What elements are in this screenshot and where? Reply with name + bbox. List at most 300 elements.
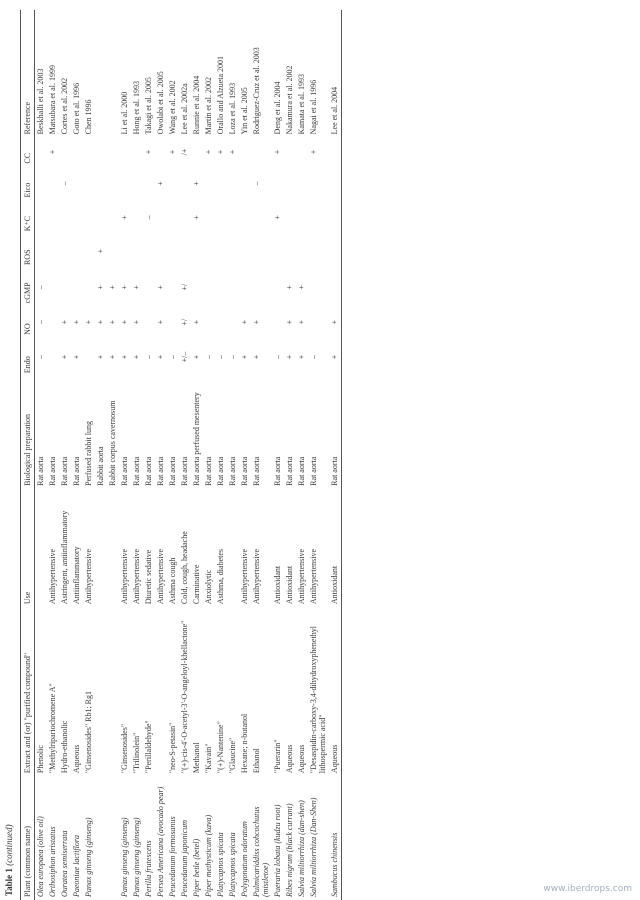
cell-ref: Nakamura et al. 2002: [285, 65, 294, 135]
cell-bio: Rat aorta: [329, 376, 342, 489]
cell-bio: Rat aorta: [132, 456, 141, 486]
cell-extract: "Ginsenosides" Rb1; Rg1: [84, 690, 93, 774]
cell-use: [95, 489, 107, 607]
cell-no: +: [72, 319, 81, 325]
cell-bio: Rabbit aorta: [96, 446, 105, 486]
plant-name: Pulmicariddiss cohcochutus (mistletoe): [252, 806, 270, 897]
cell-endo: +: [96, 354, 105, 360]
table-row: [47, 10, 59, 900]
cell-eico: [71, 167, 83, 201]
header-endo: Endo: [21, 338, 35, 376]
cell-extract: "Methylripariochromene A": [48, 683, 57, 774]
table-body: [35, 10, 342, 900]
cell-endo: +: [108, 354, 117, 360]
cell-cc: [95, 137, 107, 166]
cell-ros: [143, 234, 155, 268]
cell-kc: [107, 200, 119, 234]
cell-extract: [155, 607, 167, 776]
cell-use: Antihypertensive: [252, 548, 261, 605]
cell-bio: Rat aorta: [48, 456, 57, 486]
cell-bio: Rat aorta: [240, 456, 249, 486]
table-row: [71, 10, 83, 900]
plant-name: Platycapnos spicata: [216, 832, 225, 897]
cell-cc: [155, 137, 167, 166]
cell-endo: +: [60, 354, 69, 360]
table-row: [107, 10, 119, 900]
cell-use: Antihypertensive: [48, 548, 57, 605]
cell-plant: [167, 776, 179, 900]
cell-no: +: [252, 319, 261, 325]
cell-cgmp: +: [120, 284, 129, 290]
cell-plant: [215, 776, 227, 900]
cell-cc: [296, 137, 308, 166]
cell-plant: [107, 776, 119, 900]
cell-eico: [83, 167, 95, 201]
cell-ros: [191, 234, 203, 268]
table-row: [239, 10, 251, 900]
cell-endo: +: [192, 354, 201, 360]
cell-bio: Rat aorta: [180, 456, 189, 486]
cell-endo: +: [72, 354, 81, 360]
cell-cc: +: [168, 149, 177, 155]
cell-ros: [329, 234, 342, 268]
cell-cc: [329, 137, 342, 166]
table-row: [215, 10, 227, 900]
cell-kc: [296, 200, 308, 234]
cell-eico: [239, 167, 251, 201]
cell-no: [215, 306, 227, 338]
cell-ros: [83, 234, 95, 268]
cell-eico: –: [252, 181, 261, 186]
cell-eico: [227, 167, 239, 201]
cell-extract: "Puerarin": [273, 739, 282, 774]
cell-kc: [59, 200, 71, 234]
cell-use: Asthma, diabetes: [216, 548, 225, 605]
cell-bio: Rat aorta: [297, 456, 306, 486]
cell-use: Antiinflammatory: [72, 546, 81, 605]
cell-kc: [35, 200, 48, 234]
cell-no: [167, 306, 179, 338]
header-plant: Plant (common name): [21, 776, 35, 900]
cell-kc: [179, 200, 191, 234]
cell-eico: [131, 167, 143, 201]
cell-no: [143, 306, 155, 338]
cell-ref: Kamata et al. 1993: [297, 73, 306, 135]
cell-cc: [83, 137, 95, 166]
cell-cc: +: [48, 149, 57, 155]
cell-eico: [107, 167, 119, 201]
plant-name: Piper betle (betel): [192, 838, 201, 897]
cell-eico: [119, 167, 131, 201]
cell-ref: Rodriguez-Cruz et al. 2003: [252, 47, 261, 135]
cell-cc: [191, 137, 203, 166]
cell-kc: [203, 200, 215, 234]
cell-ros: [71, 234, 83, 268]
cell-ref: Takagi et al. 2005: [144, 77, 153, 135]
cell-cgmp: [143, 268, 155, 306]
cell-no: +/: [180, 318, 189, 326]
table-row: [83, 10, 95, 900]
plant-name: Perilla frutescens: [144, 840, 153, 897]
cell-use: Antioxidant: [273, 565, 282, 605]
cell-no: +: [60, 319, 69, 325]
plant-name: Peucedanum formosanus: [168, 816, 177, 897]
cell-endo: +: [297, 354, 306, 360]
cell-use: Antioxidant: [285, 565, 294, 605]
cell-extract: "Desaspidin-carboxy-3,4-dihydroxyphenethyl lithospermic acid": [309, 626, 327, 774]
cell-ros: [155, 234, 167, 268]
cell-bio: Rat aorta: [273, 456, 282, 486]
cell-extract: Hexane; n-butanol: [240, 713, 249, 774]
cell-cgmp: [167, 268, 179, 306]
cell-cc: +: [309, 149, 318, 155]
table-caption: [4, 824, 14, 896]
header-ros: ROS: [21, 234, 35, 268]
cell-eico: [296, 167, 308, 201]
cell-bio: Rat aorta: [252, 456, 261, 486]
cell-ros: [308, 234, 329, 268]
cell-plant: [308, 776, 329, 900]
cell-endo: +: [156, 354, 165, 360]
table-caption-note: (continued): [4, 824, 14, 866]
cell-eico: [143, 167, 155, 201]
table-row: [35, 10, 48, 900]
cell-plant: [272, 776, 284, 900]
cell-ref: Wang et al. 2002: [168, 80, 177, 135]
cell-bio: Rat aorta: [120, 456, 129, 486]
cell-bio: Perfused rabbit lung: [84, 420, 93, 486]
cell-cgmp: [329, 268, 342, 306]
cell-extract: "Ginsenosides": [120, 723, 129, 774]
cell-plant: [71, 776, 83, 900]
cell-bio: Rat aorta: [216, 456, 225, 486]
cell-eico: [167, 167, 179, 201]
cell-cc: +: [216, 149, 225, 155]
cell-endo: +: [285, 354, 294, 360]
table-row: [284, 10, 296, 900]
header-eico: Eico: [21, 167, 35, 201]
cell-bio: Rat aorta: [72, 456, 81, 486]
cell-kc: +: [120, 215, 129, 220]
cell-ref: Chen 1996: [84, 99, 93, 135]
cell-extract: Hydro-ethanolic: [60, 720, 69, 774]
cell-no: +: [285, 319, 294, 325]
cell-ref: Matsubara et al. 1999: [48, 65, 57, 135]
table-caption-label: Table 1: [4, 868, 14, 896]
cell-kc: +: [192, 215, 201, 220]
cell-cc: +: [204, 149, 213, 155]
cell-cgmp: +: [285, 284, 294, 290]
cell-use: Antihypertensive: [309, 548, 318, 605]
cell-cgmp: [272, 268, 284, 306]
cell-use: Antihypertensive: [297, 548, 306, 605]
cell-ref: Beskhalli et al. 2003: [36, 68, 45, 135]
cell-use: Antihypertensive: [132, 548, 141, 605]
cell-plant: [83, 776, 95, 900]
table-row: [272, 10, 284, 900]
cell-extract: [95, 607, 107, 776]
cell-cgmp: +: [297, 284, 306, 290]
cell-ros: [119, 234, 131, 268]
cell-bio: Rat aorta: [285, 456, 294, 486]
cell-ref: Orallo and Alzueta 2001: [216, 55, 225, 135]
plant-name: Ribes nigrum (black currant): [285, 803, 294, 897]
cell-extract: Aqueous: [297, 744, 306, 774]
table-row: [155, 10, 167, 900]
cell-plant: [155, 776, 167, 900]
cell-ros: [203, 234, 215, 268]
cell-cc: [251, 137, 272, 166]
cell-endo: –: [36, 355, 45, 360]
cell-endo: –: [204, 355, 213, 360]
cell-bio: Rat aorta: [144, 456, 153, 486]
cell-extract: Phenolic: [36, 745, 45, 774]
cell-kc: –: [144, 215, 153, 220]
table-row: [143, 10, 155, 900]
cell-cc: [71, 137, 83, 166]
header-cc: CC: [21, 137, 35, 166]
cell-eico: [215, 167, 227, 201]
cell-kc: [215, 200, 227, 234]
cell-extract: Aqueous: [72, 744, 81, 774]
cell-ref: Nagai et al. 1996: [309, 79, 318, 135]
table-row: [59, 10, 71, 900]
cell-cgmp: +: [132, 284, 141, 290]
cell-use: Antioxidant: [329, 489, 342, 607]
cell-kc: [308, 200, 329, 234]
cell-bio: Rat aorta: [168, 456, 177, 486]
cell-plant: [239, 776, 251, 900]
cell-no: +: [84, 319, 93, 325]
cell-ref: Deng et al. 2004: [273, 81, 282, 135]
cell-eico: [47, 167, 59, 201]
cell-cc: [284, 137, 296, 166]
cell-extract: "Glaucine": [228, 737, 237, 774]
header-no: NO: [21, 306, 35, 338]
cell-no: +: [108, 319, 117, 325]
cell-kc: [47, 200, 59, 234]
cell-eico: [95, 167, 107, 201]
cell-extract: Aqueous: [285, 744, 294, 774]
cell-no: +: [297, 319, 306, 325]
cell-cc: [119, 137, 131, 166]
cell-use: Anxiolytic: [204, 569, 213, 605]
cell-ref: Cortes et al. 2002: [60, 77, 69, 135]
header-cgmp: cGMP: [21, 268, 35, 306]
cell-ros: +: [96, 248, 105, 254]
cell-no: +: [192, 319, 201, 325]
cell-ros: [251, 234, 272, 268]
cell-use: [227, 489, 239, 607]
cell-cgmp: [59, 268, 71, 306]
cell-plant: [119, 776, 131, 900]
cell-cgmp: [239, 268, 251, 306]
cell-ros: [107, 234, 119, 268]
cell-endo: –: [216, 355, 225, 360]
cell-no: +: [329, 306, 342, 338]
table-row: [119, 10, 131, 900]
plant-name: Polygonatum odoratum: [240, 821, 249, 897]
cell-kc: [95, 200, 107, 234]
cell-eico: +: [156, 181, 165, 186]
cell-bio: Rat aorta: [60, 456, 69, 486]
cell-cgmp: +: [96, 284, 105, 290]
plant-name: Panax ginseng (ginseng): [84, 817, 93, 897]
cell-eico: +: [192, 181, 201, 186]
cell-kc: [167, 200, 179, 234]
cell-cgmp: [47, 268, 59, 306]
cell-kc: [329, 200, 342, 234]
header-use: Use: [21, 489, 35, 607]
table-row: [191, 10, 203, 900]
cell-cgmp: [191, 268, 203, 306]
cell-ros: [47, 234, 59, 268]
cell-no: [308, 306, 329, 338]
cell-ref: Yin et al. 2005: [240, 87, 249, 135]
cell-endo: –: [144, 355, 153, 360]
cell-cgmp: [308, 268, 329, 306]
cell-plant: [47, 776, 59, 900]
header-ref: Reference: [21, 10, 35, 137]
cell-use: Antihypertensive: [240, 548, 249, 605]
table-row: [329, 10, 342, 900]
cell-extract: "neo-S-petasin": [168, 722, 177, 774]
cell-endo: –: [273, 355, 282, 360]
cell-ref: Martin et al. 2002: [204, 77, 213, 135]
cell-extract: "Trilinolein": [132, 732, 141, 774]
cell-plant: [227, 776, 239, 900]
cell-bio: Rat aorta: [156, 456, 165, 486]
cell-cc: [59, 137, 71, 166]
plant-name: Salvia miltiorrhiza (dan-shen): [297, 800, 306, 897]
cell-eico: [272, 167, 284, 201]
watermark-text: www.iberdrops.com: [543, 884, 632, 894]
cell-ros: [59, 234, 71, 268]
cell-extract: "(+)-Nantenine": [216, 721, 225, 774]
cell-plant: [251, 776, 272, 900]
cell-eico: [284, 167, 296, 201]
cell-endo: [47, 338, 59, 376]
cell-endo: –: [168, 355, 177, 360]
table-row: [167, 10, 179, 900]
cell-bio: Rat aorta: [309, 456, 318, 486]
cell-cgmp: [227, 268, 239, 306]
cell-endo: +/–: [180, 351, 189, 363]
cell-endo: +: [120, 354, 129, 360]
cell-extract: Ethanol: [252, 748, 261, 774]
header-extract: Extract and (or) "purified compound": [21, 607, 35, 776]
cell-no: +: [240, 319, 249, 325]
cell-no: –: [36, 320, 45, 325]
cell-kc: [284, 200, 296, 234]
cell-cc: +: [144, 149, 153, 155]
plant-name: Piper methysticum (kava): [204, 814, 213, 897]
cell-use: [107, 489, 119, 607]
cell-cgmp: [83, 268, 95, 306]
cell-cgmp: –: [36, 285, 45, 290]
cell-bio: Rat aorta: [204, 456, 213, 486]
cell-endo: +: [132, 354, 141, 360]
cell-extract: "Perillaldehyde": [144, 720, 153, 774]
plant-name: Paeoniae lactiflora: [72, 835, 81, 897]
cell-plant: [203, 776, 215, 900]
cell-use: Asthma cough: [168, 557, 177, 605]
cell-ros: [227, 234, 239, 268]
cell-ref: [107, 10, 119, 137]
cell-ref: Lee et al. 2004: [329, 10, 342, 137]
cell-ros: [179, 234, 191, 268]
cell-endo: –: [309, 355, 318, 360]
cell-use: Cold, cough, headache: [180, 531, 189, 605]
cell-plant: [329, 776, 342, 900]
cell-cc: [131, 137, 143, 166]
table-row: [95, 10, 107, 900]
cell-cgmp: +: [156, 284, 165, 290]
cell-no: [272, 306, 284, 338]
cell-cc: +: [228, 149, 237, 155]
cell-no: +: [96, 319, 105, 325]
cell-cgmp: [251, 268, 272, 306]
cell-plant: [179, 776, 191, 900]
cell-ros: [215, 234, 227, 268]
cell-plant: [131, 776, 143, 900]
table-row: [179, 10, 191, 900]
cell-use: Antihypertensive: [120, 548, 129, 605]
header-bio: Biological preparation: [21, 376, 35, 489]
cell-use: [35, 489, 48, 607]
table-header-row: [21, 10, 35, 900]
cell-eico: –: [60, 181, 69, 186]
cell-no: +: [132, 319, 141, 325]
cell-ref: Hong et al. 1993: [132, 81, 141, 135]
cell-ref: Li et al. 2000: [120, 91, 129, 135]
plant-name: Sambucus chinensis: [330, 832, 339, 897]
cell-use: Antihypertensive: [84, 548, 93, 605]
cell-eico: [203, 167, 215, 201]
cell-eico: [179, 167, 191, 201]
table-row: [308, 10, 329, 900]
cell-no: +: [156, 319, 165, 325]
cell-ref: Goto et al. 1996: [72, 82, 81, 135]
cell-use: Antihypertensive: [156, 548, 165, 605]
cell-extract: [107, 607, 119, 776]
cell-use: Carminative: [192, 564, 201, 605]
cell-no: [47, 306, 59, 338]
cell-kc: [71, 200, 83, 234]
cell-kc: [83, 200, 95, 234]
cell-plant: [35, 776, 48, 900]
cell-extract: "(+)-cis-4'-O-acetyl-3'-O-angeloyl-khellactone": [180, 620, 189, 774]
header-kc: K⁺C: [21, 200, 35, 234]
cell-kc: [131, 200, 143, 234]
cell-ref: Runnie et al. 2004: [192, 75, 201, 135]
table-row: [251, 10, 272, 900]
table-row: [296, 10, 308, 900]
plant-name: Orthosiphon aristatus: [48, 826, 57, 897]
cell-cgmp: [203, 268, 215, 306]
cell-ros: [284, 234, 296, 268]
table-row: [227, 10, 239, 900]
cell-endo: +: [240, 354, 249, 360]
cell-eico: [329, 167, 342, 201]
plant-name: Panax ginseng (ginseng): [132, 817, 141, 897]
cell-endo: +: [252, 354, 261, 360]
cell-kc: [155, 200, 167, 234]
cell-plant: [59, 776, 71, 900]
cell-cc: [107, 137, 119, 166]
cell-ros: [35, 234, 48, 268]
table-row: [203, 10, 215, 900]
